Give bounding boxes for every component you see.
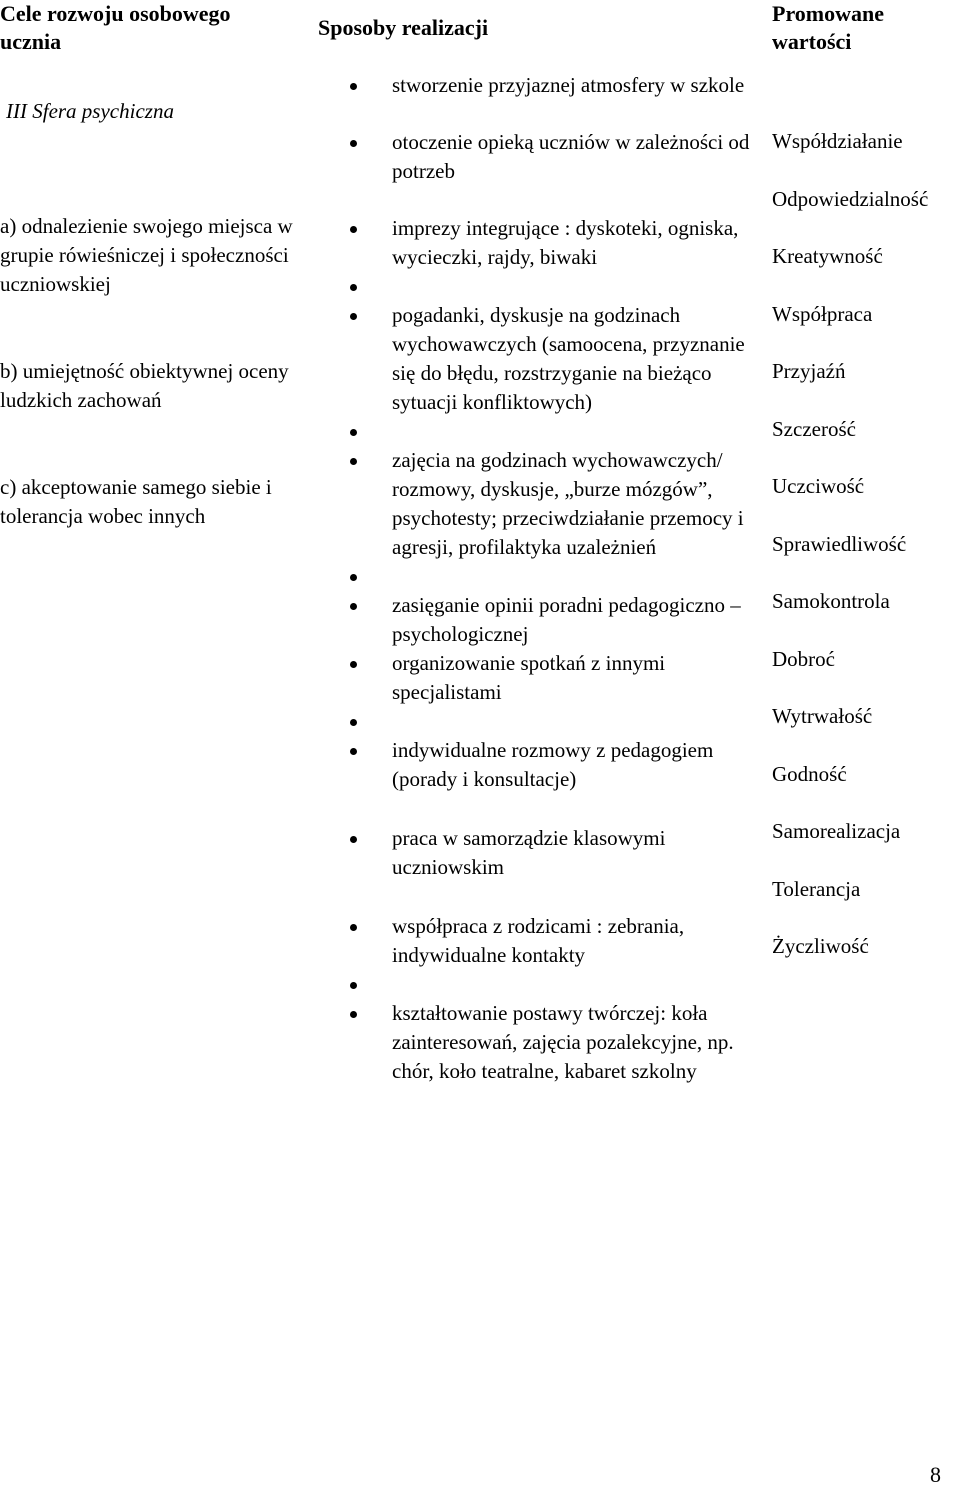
bullet-icon — [350, 226, 357, 233]
method-item — [330, 446, 750, 562]
bullet-icon — [350, 140, 357, 147]
method-item — [330, 591, 750, 649]
method-text: stworzenie przyjaznej atmosfery w szkole — [392, 73, 745, 97]
header-goals: Cele rozwoju osobowego ucznia — [0, 1, 231, 54]
method-item-empty — [330, 970, 750, 999]
method-item-empty — [330, 417, 750, 446]
value-item: Godność — [772, 761, 847, 786]
method-item — [330, 301, 750, 417]
bullet-icon — [350, 313, 357, 320]
value-item: Samorealizacja — [772, 819, 901, 843]
method-item-empty — [330, 707, 750, 736]
value-item: Uczciwość — [772, 474, 865, 498]
method-item-empty — [330, 272, 750, 301]
value-item: Przyjaźń — [772, 359, 846, 383]
value-item: Odpowiedzialność — [772, 186, 929, 211]
header-methods: Sposoby realizacji — [318, 15, 489, 40]
bullet-icon — [350, 603, 357, 610]
value-item: Samokontrola — [772, 589, 890, 613]
value-item: Wytrwałość — [772, 704, 873, 728]
value-item: Dobroć — [772, 646, 835, 671]
method-item — [330, 128, 750, 186]
value-item: Szczerość — [772, 416, 856, 441]
bullet-icon — [350, 924, 357, 931]
method-text: imprezy integrujące : dyskoteki, ogniska, wycieczki, rajdy, biwaki — [392, 216, 739, 269]
method-text: indywidualne rozmowy z pedagogiem (porady i konsultacje) — [392, 738, 714, 791]
method-item — [330, 649, 750, 707]
method-text: kształtowanie postawy twórczej: koła zainteresowań, zajęcia pozalekcyjne, np. chór, koło teatralne, kabaret szkolny — [392, 1001, 734, 1083]
bullet-icon — [350, 748, 357, 755]
method-item — [330, 214, 750, 272]
method-text: otoczenie opieką uczniów w zależności od potrzeb — [392, 130, 750, 183]
method-text: praca w samorządzie klasowymi uczniowskim — [392, 826, 666, 879]
method-text: zasięganie opinii poradni pedagogiczno – psychologicznej — [392, 593, 741, 646]
bullet-icon — [350, 1011, 357, 1018]
value-item: Sprawiedliwość — [772, 531, 907, 556]
goal-item: a) odnalezienie swojego miejsca w grupie rówieśniczej i społeczności uczniowskiej — [0, 214, 293, 296]
method-text: organizowanie spotkań z innymi specjalistami — [392, 651, 666, 704]
method-item — [330, 824, 750, 882]
bullet-icon — [350, 719, 357, 726]
value-item: Współpraca — [772, 301, 873, 326]
value-item: Kreatywność — [772, 244, 883, 268]
sphere-title: III Sfera psychiczna — [6, 99, 174, 123]
method-item-empty — [330, 562, 750, 591]
method-item — [330, 736, 750, 794]
bullet-icon — [350, 284, 357, 291]
method-text: zajęcia na godzinach wychowawczych/ rozmowy, dyskusje, „burze mózgów”, psychotesty; przeciwdziałanie przemocy i agresji, profilaktyka uzależnień — [392, 448, 744, 559]
method-text: pogadanki, dyskusje na godzinach wychowawczych (samoocena, przyznanie się do błędu, rozstrzyganie na bieżąco sytuacji konfliktowych) — [392, 303, 745, 414]
methods-list — [330, 71, 750, 1086]
value-item: Tolerancja — [772, 876, 861, 901]
value-item: Współdziałanie — [772, 129, 903, 153]
bullet-icon — [350, 83, 357, 90]
bullet-icon — [350, 574, 357, 581]
method-item — [330, 71, 750, 100]
values-column — [772, 127, 960, 990]
bullet-icon — [350, 458, 357, 465]
value-item: Życzliwość — [772, 934, 869, 958]
bullet-icon — [350, 429, 357, 436]
method-item — [330, 999, 750, 1086]
goals-column — [0, 97, 300, 589]
header-values: Promowane wartości — [772, 1, 885, 54]
goal-item: c) akceptowanie samego siebie i tolerancja wobec innych — [0, 475, 272, 528]
goal-item: b) umiejętność obiektywnej oceny ludzkich zachowań — [0, 359, 289, 412]
bullet-icon — [350, 836, 357, 843]
method-text: współpraca z rodzicami : zebrania, indywidualne kontakty — [392, 914, 685, 967]
bullet-icon — [350, 661, 357, 668]
bullet-icon — [350, 982, 357, 989]
method-item — [330, 912, 750, 970]
page-number: 8 — [930, 1462, 941, 1487]
